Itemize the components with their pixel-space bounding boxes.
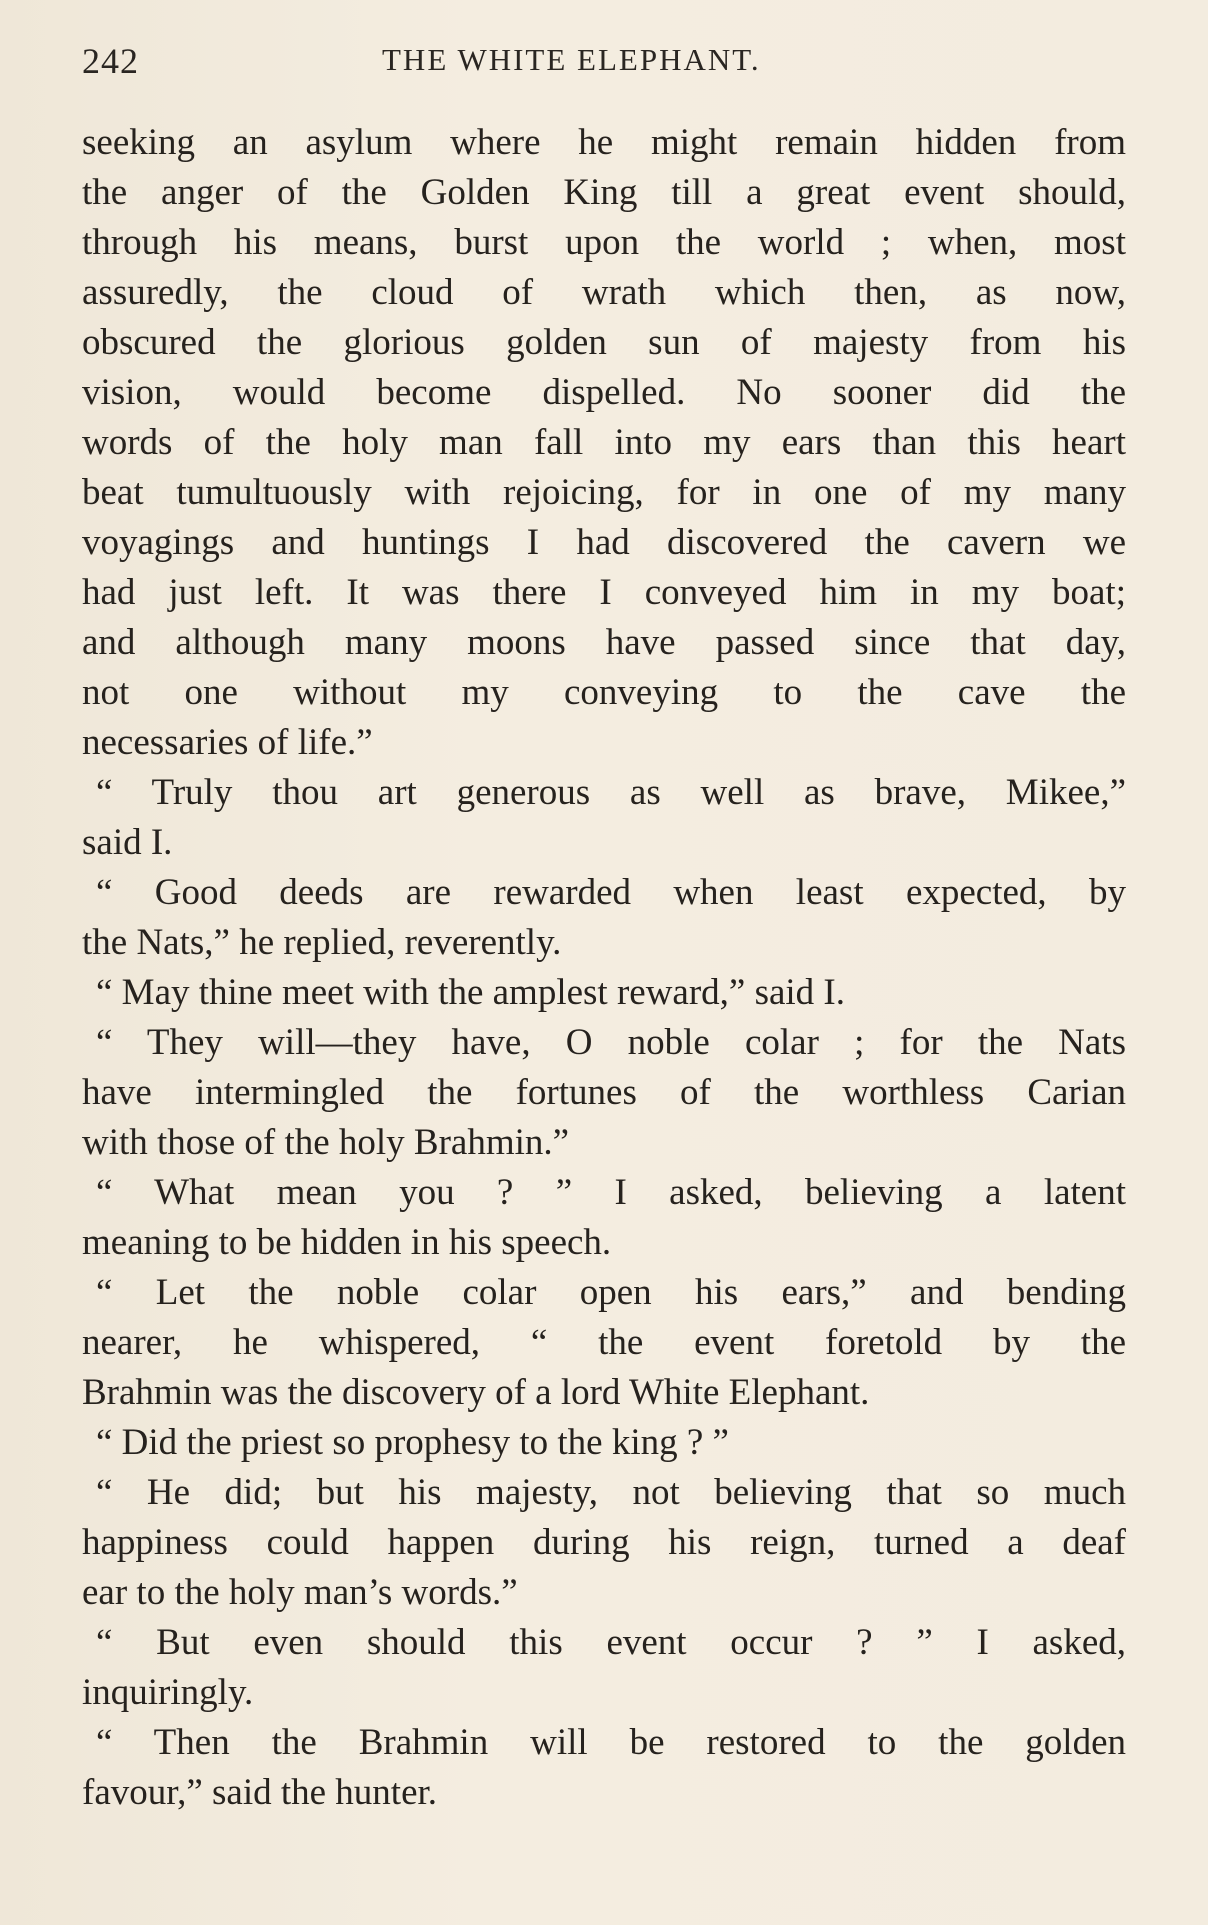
text-line: have intermingled the fortunes of the worthless Carian — [82, 1072, 1126, 1113]
text-line: “ But even should this event occur ? ” I asked, — [96, 1622, 1126, 1663]
text-line: “ May thine meet with the amplest reward,” said I. — [96, 972, 845, 1013]
text-line: through his means, burst upon the world ; when, most — [82, 222, 1126, 263]
text-line: said I. — [82, 822, 173, 863]
text-line: “ They will—they have, O noble colar ; for the Nats — [96, 1022, 1126, 1063]
page-number: 242 — [82, 41, 139, 81]
text-line: inquiringly. — [82, 1672, 254, 1713]
text-line: happiness could happen during his reign, turned a deaf — [82, 1522, 1126, 1563]
text-line: voyagings and huntings I had discovered the cavern we — [82, 522, 1126, 563]
text-line: “ He did; but his majesty, not believing that so much — [96, 1472, 1126, 1513]
text-line: obscured the glorious golden sun of majesty from his — [82, 322, 1126, 363]
text-line: meaning to be hidden in his speech. — [82, 1222, 612, 1263]
text-line: not one without my conveying to the cave the — [82, 672, 1126, 713]
text-line: had just left. It was there I conveyed him in my boat; — [82, 572, 1126, 613]
text-line: “ Truly thou art generous as well as brave, Mikee,” — [96, 772, 1126, 813]
text-line: the Nats,” he replied, reverently. — [82, 922, 562, 963]
text-line: words of the holy man fall into my ears than this heart — [82, 422, 1126, 463]
text-line: assuredly, the cloud of wrath which then, as now, — [82, 272, 1126, 313]
text-line: vision, would become dispelled. No sooner did the — [82, 372, 1126, 413]
text-line: with those of the holy Brahmin.” — [82, 1122, 570, 1163]
text-line: nearer, he whispered, “ the event foretold by the — [82, 1322, 1126, 1363]
text-line: ear to the holy man’s words.” — [82, 1572, 518, 1613]
text-line: “ What mean you ? ” I asked, believing a latent — [96, 1172, 1126, 1213]
text-line: Brahmin was the discovery of a lord White Elephant. — [82, 1372, 870, 1413]
text-line: “ Good deeds are rewarded when least expected, by — [96, 872, 1126, 913]
text-line: “ Then the Brahmin will be restored to the golden — [96, 1722, 1126, 1763]
text-line: seeking an asylum where he might remain hidden from — [82, 122, 1126, 163]
text-line: the anger of the Golden King till a great event should, — [82, 172, 1126, 213]
text-line: beat tumultuously with rejoicing, for in one of my many — [82, 472, 1126, 513]
text-line: “ Did the priest so prophesy to the king ? ” — [96, 1422, 729, 1463]
text-line: favour,” said the hunter. — [82, 1772, 438, 1813]
text-line: and although many moons have passed since that day, — [82, 622, 1126, 663]
text-line: “ Let the noble colar open his ears,” and bending — [96, 1272, 1126, 1313]
running-title: THE WHITE ELEPHANT. — [382, 42, 761, 77]
body-text — [82, 118, 1126, 1818]
text-line: necessaries of life.” — [82, 722, 373, 763]
page-header — [82, 40, 1126, 84]
